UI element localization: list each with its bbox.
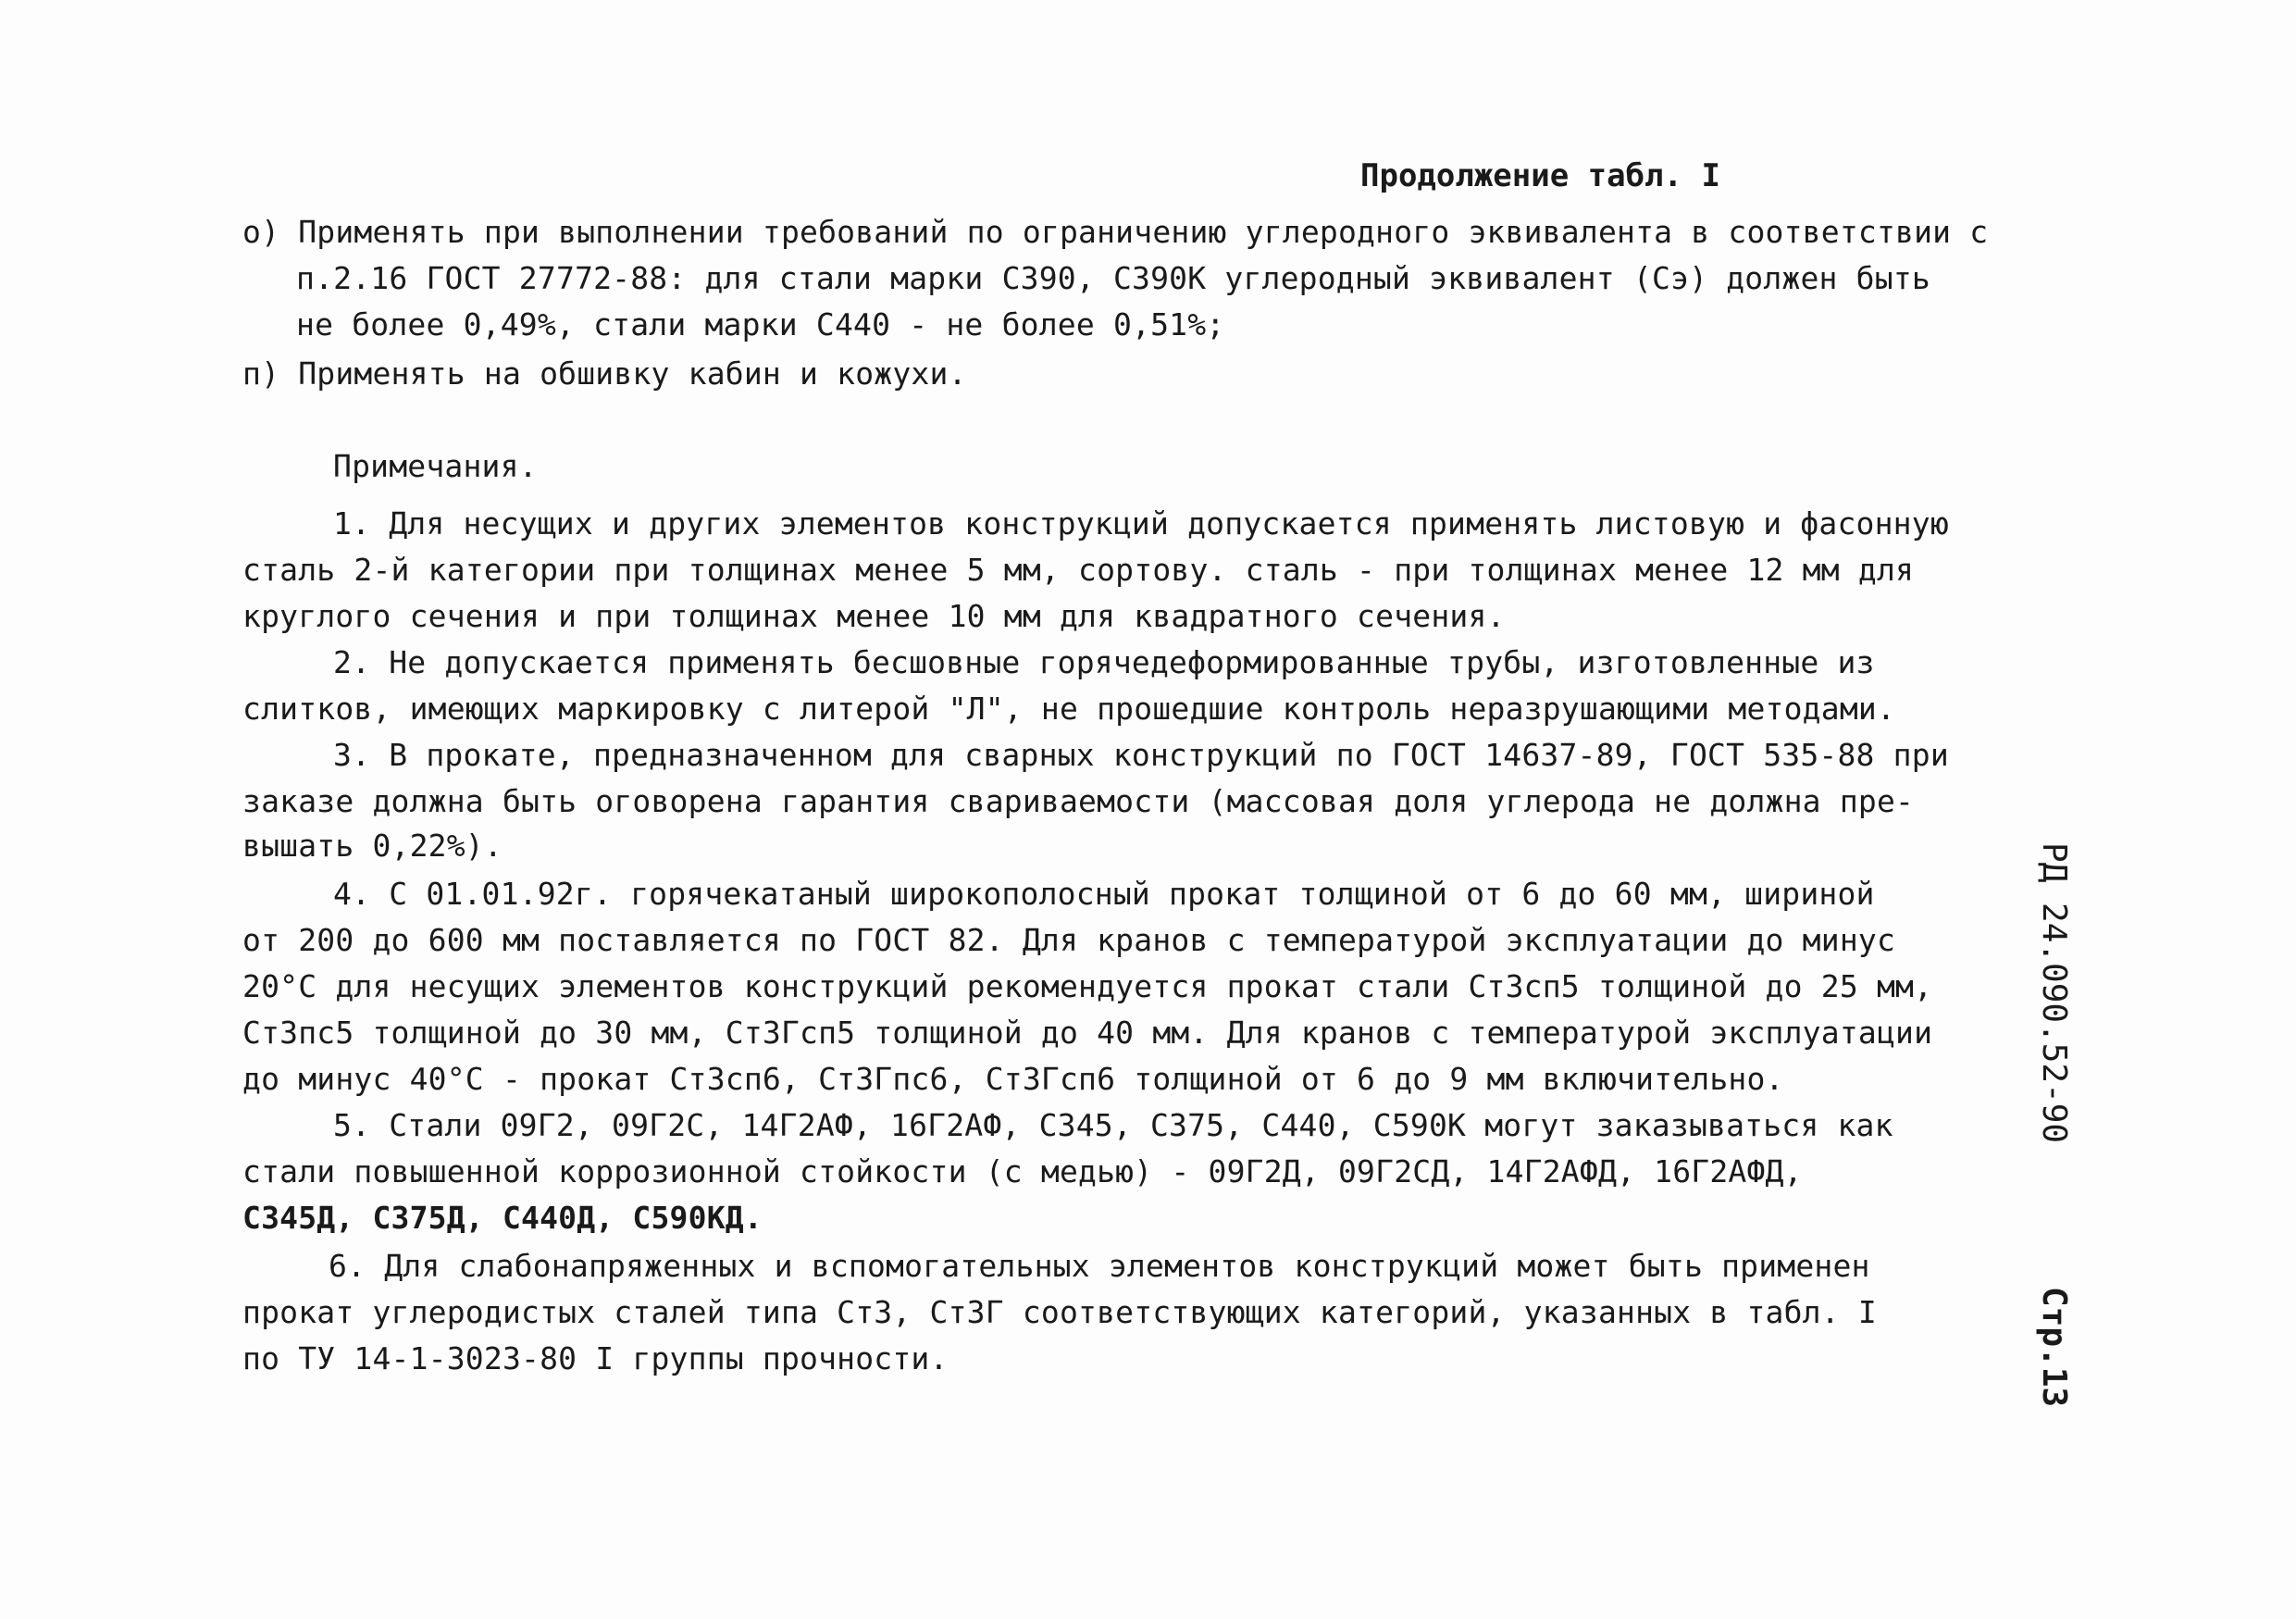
note-2-line-2: слитков, имеющих маркировку с литерой "Л", не прошедшие контроль неразрушающими методами. (242, 691, 1896, 727)
item-o-line-2: п.2.16 ГОСТ 27772-88: для стали марки С390, С390К углеродный эквивалент (Сэ) должен быть (296, 260, 1930, 296)
note-4-line-2: от 200 до 600 мм поставляется по ГОСТ 82. Для кранов с температурой эксплуатации до минус (242, 922, 1896, 958)
note-6-line-1: 6. Для слабонапряженных и вспомогательных элементов конструкций может быть применен (329, 1248, 1870, 1284)
document-code-label: РД 24.090.52-90 (2035, 842, 2073, 1144)
note-5-line-3: С345Д, С375Д, С440Д, С590КД. (242, 1200, 763, 1236)
note-6-line-2: прокат углеродистых сталей типа Ст3, Ст3Г соответствующих категорий, указанных в табл. I (242, 1294, 1877, 1330)
table-continuation-header: Продолжение табл. I (1360, 157, 1720, 194)
item-p-line-1: п) Применять на обшивку кабин и кожухи. (242, 355, 967, 392)
note-5-line-1: 5. Стали 09Г2, 09Г2С, 14Г2АФ, 16Г2АФ, С345, С375, С440, С590К могут заказываться как (333, 1107, 1893, 1143)
note-1-line-2: сталь 2-й категории при толщинах менее 5 мм, сортову. сталь - при толщинах менее 12 мм для (242, 552, 1915, 588)
note-3-line-3: вышать 0,22%). (242, 828, 503, 864)
note-1-line-3: круглого сечения и при толщинах менее 10 мм для квадратного сечения. (242, 598, 1506, 634)
note-2-line-1: 2. Не допускается применять бесшовные горячедеформированные трубы, изготовленные из (333, 644, 1875, 680)
note-4-line-1: 4. С 01.01.92г. горячекатаный широкополосный прокат толщиной от 6 до 60 мм, шириной (333, 876, 1875, 912)
note-3-line-1: 3. В прокате, предназначенном для сварных конструкций по ГОСТ 14637-89, ГОСТ 535-88 при (333, 737, 1949, 773)
note-3-line-2: заказе должна быть оговорена гарантия свариваемости (массовая доля углерода не должна пре- (242, 783, 1915, 819)
item-o-line-3: не более 0,49%, стали марки С440 - не более 0,51%; (296, 306, 1225, 342)
note-4-line-3: 20°С для несущих элементов конструкций рекомендуется прокат стали Ст3сп5 толщиной до 25 мм, (242, 968, 1933, 1004)
notes-title: Примечания. (333, 448, 538, 484)
note-4-line-4: Ст3пс5 толщиной до 30 мм, Ст3Гсп5 толщиной до 40 мм. Для кранов с температурой эксплуатации (242, 1015, 1933, 1051)
note-4-line-5: до минус 40°С - прокат Ст3сп6, Ст3Гпс6, Ст3Гсп6 толщиной от 6 до 9 мм включительно. (242, 1061, 1784, 1097)
page-number-label: Стр.13 (2035, 1287, 2073, 1408)
note-5-line-2: стали повышенной коррозионной стойкости (с медью) - 09Г2Д, 09Г2СД, 14Г2АФД, 16Г2АФД, (242, 1153, 1803, 1189)
item-o-line-1: о) Применять при выполнении требований по ограничению углеродного эквивалента в соответствии с (242, 214, 1989, 250)
note-1-line-1: 1. Для несущих и других элементов конструкций допускается применять листовую и фасонную (333, 505, 1949, 542)
note-6-line-3: по ТУ 14-1-3023-80 I группы прочности. (242, 1340, 949, 1376)
